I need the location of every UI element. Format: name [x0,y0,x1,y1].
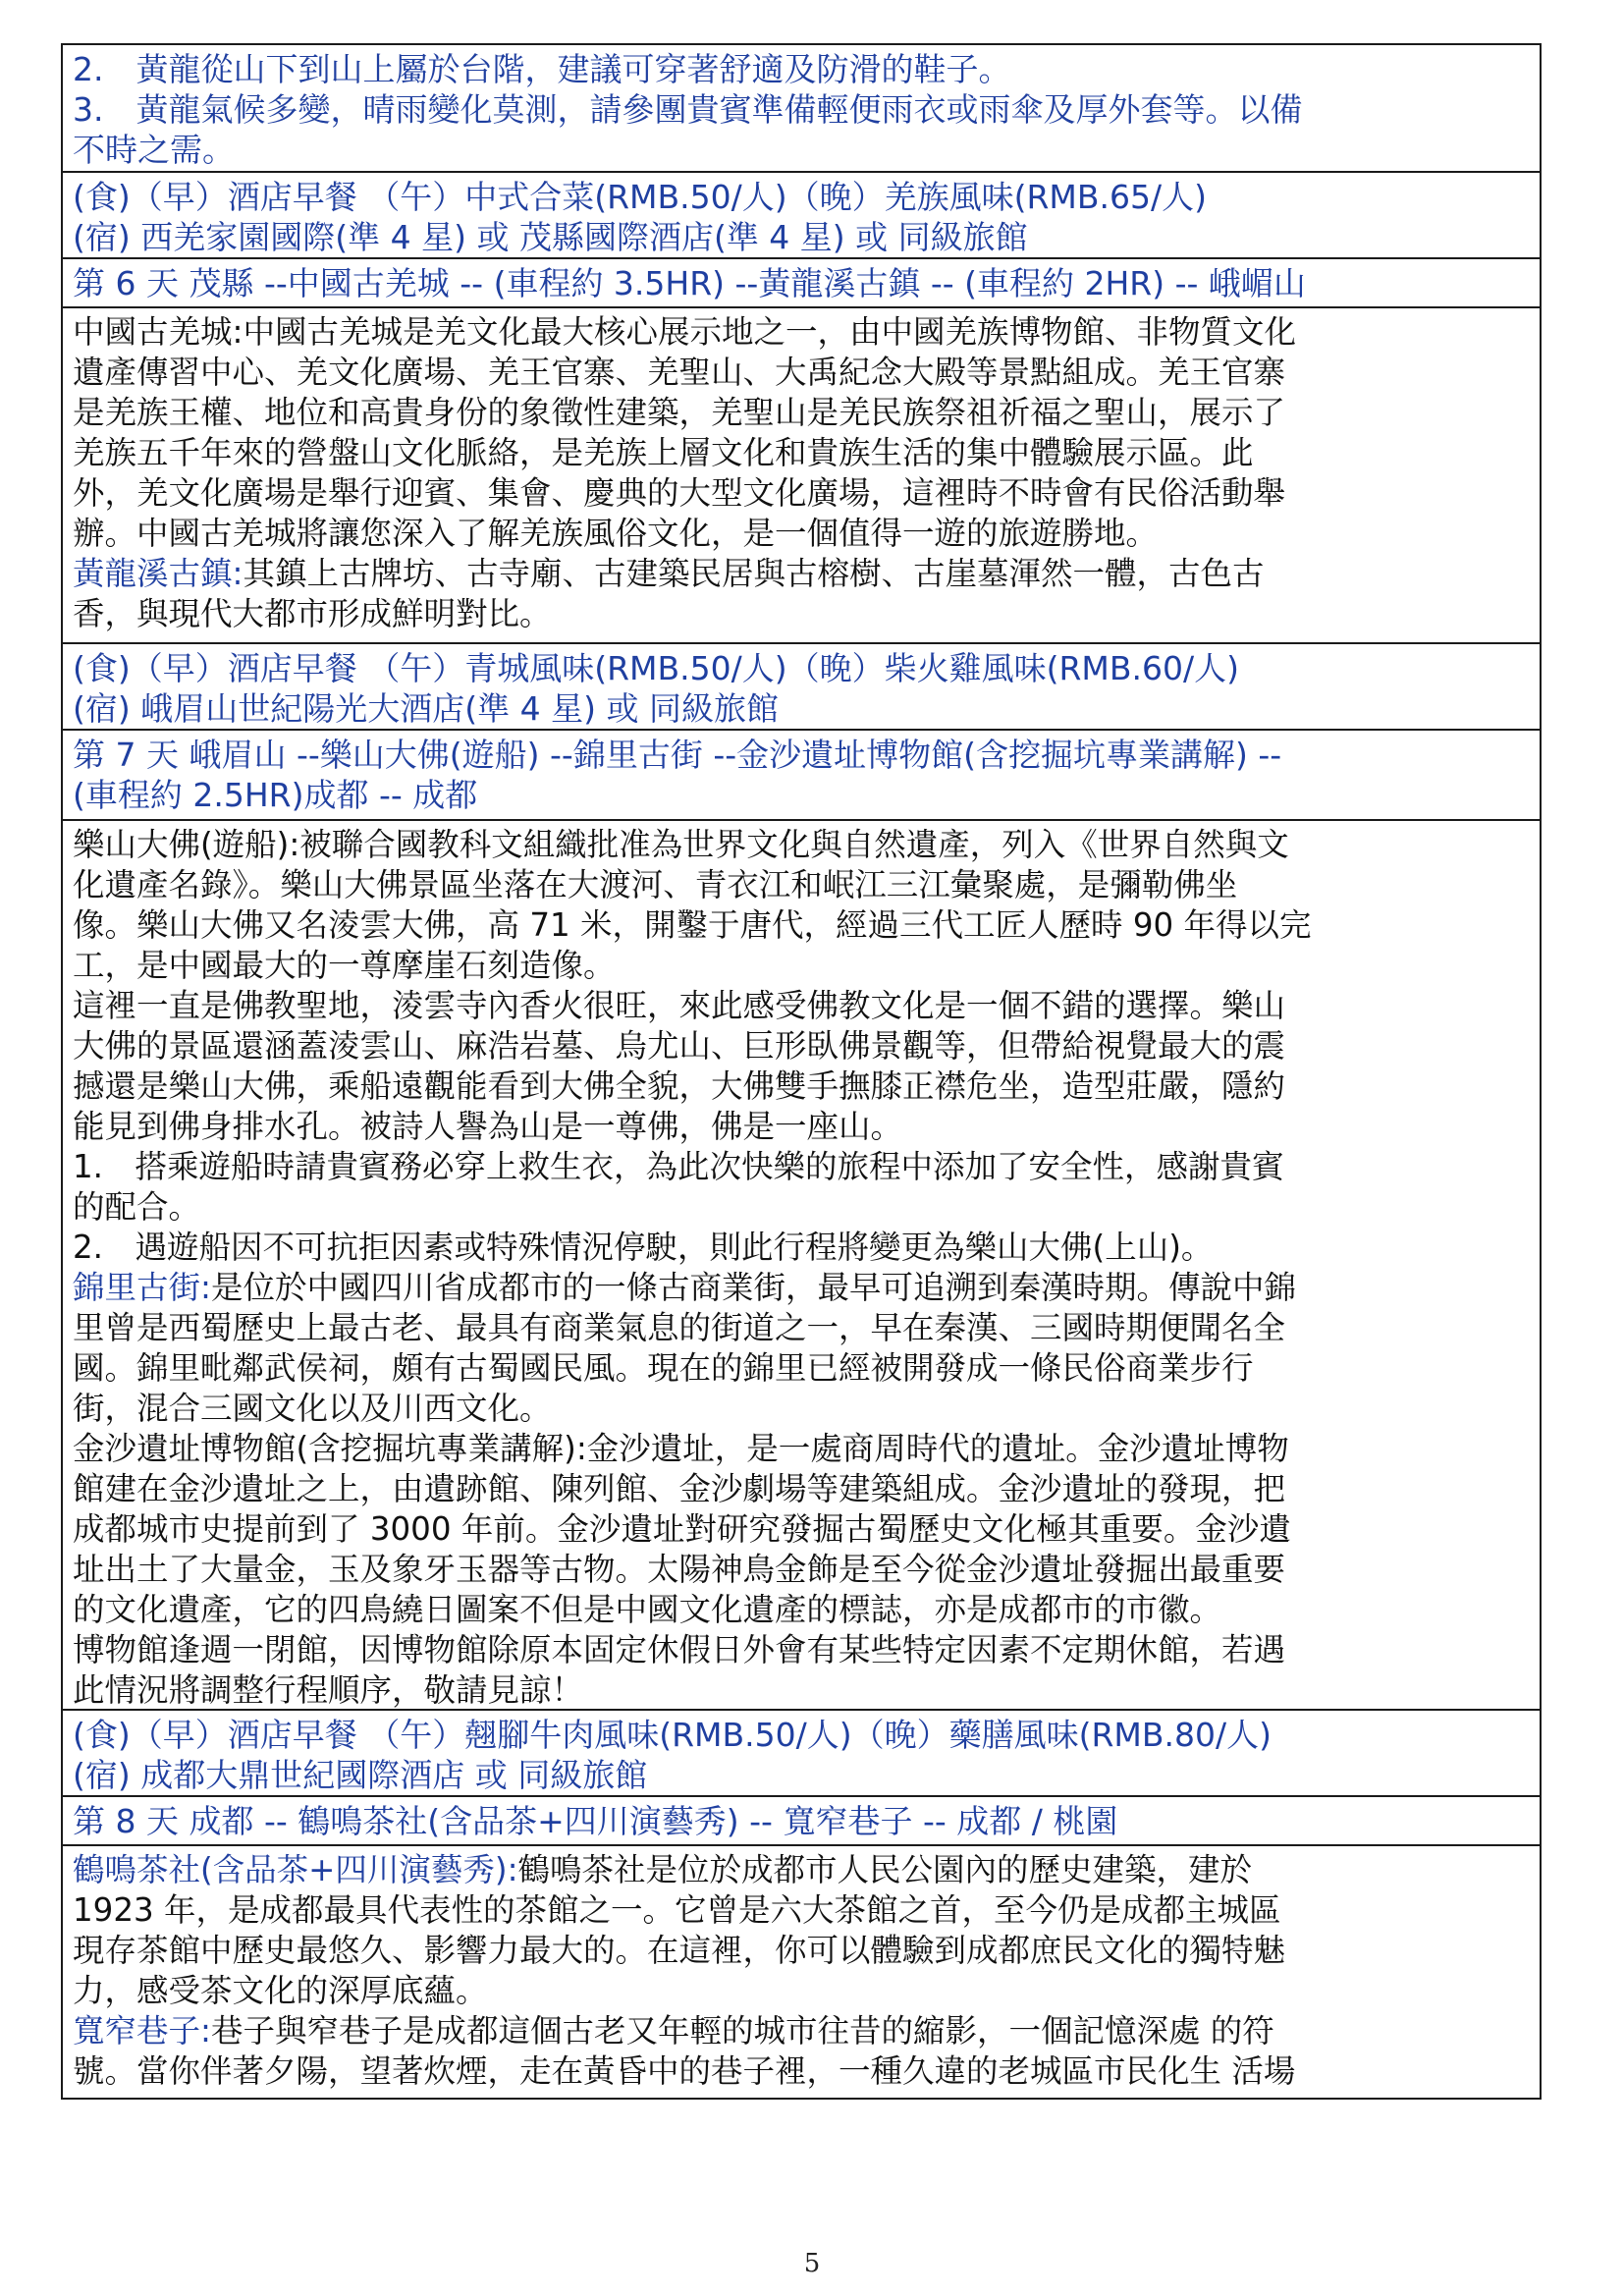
body-line [73,1147,1530,1187]
meals-line: (食)（早）酒店早餐 （午）翹腳牛肉風味(RMB.50/人)（晚）藥膳風味(RMB.80/人) [73,1716,1272,1754]
body-line [73,1348,1530,1389]
attraction-name: 鶴鳴茶社(含品茶+四川演藝秀): [73,1851,518,1888]
body-line [73,1890,1530,1931]
body-text: 遺產傳習中心、羌文化廣場、羌王官寨、羌聖山、大禹紀念大殿等景點組成。羌王官寨 [73,354,1286,391]
body-line [73,353,1530,393]
body-line [73,1308,1530,1348]
itinerary-table [61,43,1542,2100]
body-text: 撼還是樂山大佛，乘船遠觀能看到大佛全貌，大佛雙手撫膝正襟危坐，造型莊嚴，隱約 [73,1067,1286,1105]
body-text: 博物館逢週一閉館，因博物館除原本固定休假日外會有某些特定因素不定期休館，若遇 [73,1631,1286,1668]
body-line [73,2011,1530,2051]
body-text: 大佛的景區還涵蓋淩雲山、麻浩岩墓、烏尤山、巨形臥佛景觀等，但帶給視覺最大的震 [73,1027,1286,1065]
body-line [73,1850,1530,1890]
lodging-line: (宿) 峨眉山世紀陽光大酒店(準 4 星) 或 同級旅館 [73,689,779,728]
body-text: 現存茶館中歷史最悠久、影響力最大的。在這裡，你可以體驗到成都庶民文化的獨特魅 [73,1932,1286,1969]
body-line [73,1469,1530,1509]
body-text: 1923 年，是成都最具代表性的茶館之一。它曾是六大茶館之首，至今仍是成都主城區 [73,1891,1281,1929]
body-text: 像。樂山大佛又名淩雲大佛，高 71 米，開鑿于唐代，經過三代工匠人歷時 90 年得以完 [73,906,1312,944]
body-line [73,473,1530,514]
body-line [73,1389,1530,1429]
body-text: 的配合。 [73,1188,201,1226]
body-text: 的文化遺產，它的四鳥繞日圖案不但是中國文化遺產的標誌，亦是成都市的市徽。 [73,1591,1222,1628]
body-text: 鶴鳴茶社是位於成都市人民公園內的歷史建築，建於 [517,1851,1253,1888]
body-text: 化遺產名錄》。樂山大佛景區坐落在大渡河、青衣江和岷江三江彙聚處，是彌勒佛坐 [73,866,1238,903]
body-line [73,594,1530,634]
body-text: 外，羌文化廣場是舉行迎賓、集會、慶典的大型文化廣場，這裡時不時會有民俗活動舉 [73,474,1286,512]
body-line [73,1066,1530,1107]
body-text: 國。錦里毗鄰武侯祠，頗有古蜀國民風。現在的錦里已經被開發成一條民俗商業步行 [73,1349,1254,1387]
day-title: 第 6 天 茂縣 --中國古羌城 -- (車程約 3.5HR) --黃龍溪古鎮 -- (車程約 2HR) -- 峨嵋山 [73,264,1306,302]
body-text: 金沙遺址博物館(含挖掘坑專業講解):金沙遺址，是一處商周時代的遺址。金沙遺址博物 [73,1430,1289,1467]
attraction-name: 錦里古街: [73,1269,211,1306]
body-line [73,2051,1530,2092]
body-line [73,1228,1530,1268]
body-text: 1. 搭乘遊船時請貴賓務必穿上救生衣，為此次快樂的旅程中添加了安全性，感謝貴賓 [73,1148,1284,1185]
body-line [73,1550,1530,1590]
body-line [73,312,1530,353]
day-title: 第 8 天 成都 -- 鶴鳴茶社(含品茶+四川演藝秀) -- 寬窄巷子 -- 成都 / 桃園 [73,1802,1118,1840]
attraction-name: 寬窄巷子: [73,2012,211,2050]
body-text: 是位於中國四川省成都市的一條古商業街，最早可追溯到秦漢時期。傳說中錦 [210,1269,1296,1306]
body-text: 工，是中國最大的一尊摩崖石刻造像。 [73,947,616,984]
body-text: 址出土了大量金，玉及象牙玉器等古物。太陽神鳥金飾是至今從金沙遺址發掘出最重要 [73,1551,1286,1588]
body-line [73,946,1530,986]
lodging-line: (宿) 成都大鼎世紀國際酒店 或 同級旅館 [73,1756,648,1794]
body-line [73,393,1530,433]
lodging-line: (宿) 西羌家園國際(準 4 星) 或 茂縣國際酒店(準 4 星) 或 同級旅館 [73,218,1028,256]
body-line [73,825,1530,865]
page-number: 5 [803,2249,821,2278]
note-line: 不時之需。 [73,131,235,169]
body-text: 香，與現代大都市形成鮮明對比。 [73,595,552,632]
body-text: 這裡一直是佛教聖地，淩雲寺內香火很旺，來此感受佛教文化是一個不錯的選擇。樂山 [73,987,1286,1024]
body-text: 成都城市史提前到了 3000 年前。金沙遺址對研究發掘古蜀歷史文化極其重要。金沙遺 [73,1510,1291,1548]
body-line [73,1670,1530,1709]
body-text: 巷子與窄巷子是成都這個古老又年輕的城市往昔的縮影，一個記憶深處 的符 [210,2012,1274,2050]
note-line: 3. 黃龍氣候多變，晴雨變化莫測，請參團貴賓準備輕便雨衣或雨傘及厚外套等。以備 [73,90,1303,129]
body-line [73,1590,1530,1630]
meals-row-day6 [63,642,1540,729]
body-line [73,433,1530,473]
body-line [73,1187,1530,1228]
day-title: 第 7 天 峨眉山 --樂山大佛(遊船) --錦里古街 --金沙遺址博物館(含挖掘坑專業講解) -- [73,736,1282,774]
body-line [73,986,1530,1026]
meals-row-day7 [63,1709,1540,1795]
body-line [73,1026,1530,1066]
day8-body [63,1844,1540,2098]
body-text: 館建在金沙遺址之上，由遺跡館、陳列館、金沙劇場等建築組成。金沙遺址的發現，把 [73,1470,1286,1507]
body-text: 辦。中國古羌城將讓您深入了解羌族風俗文化，是一個值得一遊的旅遊勝地。 [73,515,1159,552]
body-line [73,1268,1530,1308]
meals-line: (食)（早）酒店早餐 （午）中式合菜(RMB.50/人)（晚）羌族風味(RMB.65/人) [73,178,1208,216]
meals-row-day5 [63,171,1540,257]
note-line: 2. 黃龍從山下到山上屬於台階，建議可穿著舒適及防滑的鞋子。 [73,50,1011,88]
body-line [73,905,1530,946]
body-line [73,865,1530,905]
body-line [73,1931,1530,1971]
body-text: 力，感受茶文化的深厚底蘊。 [73,1972,488,2009]
day-title: (車程約 2.5HR)成都 -- 成都 [73,776,478,814]
body-line [73,554,1530,594]
day8-header [63,1795,1540,1844]
body-text: 樂山大佛(遊船):被聯合國教科文組織批准為世界文化與自然遺產，列入《世界自然與文 [73,826,1289,863]
body-text: 號。當你伴著夕陽，望著炊煙，走在黃昏中的巷子裡，一種久違的老城區市民化生 活場 [73,2052,1296,2090]
body-line [73,514,1530,554]
body-line [73,1429,1530,1469]
notes-row [63,45,1540,171]
attraction-name: 黃龍溪古鎮: [73,555,244,592]
body-line [73,1107,1530,1147]
body-line [73,1509,1530,1550]
body-text: 其鎮上古牌坊、古寺廟、古建築民居與古榕樹、古崖墓渾然一體，古色古 [243,555,1265,592]
meals-line: (食)（早）酒店早餐 （午）青城風味(RMB.50/人)（晚）柴火雞風味(RMB.60/人) [73,649,1240,687]
day7-header [63,729,1540,819]
day6-body [63,306,1540,642]
day7-body [63,819,1540,1709]
body-text: 是羌族王權、地位和高貴身份的象徵性建築，羌聖山是羌民族祭祖祈福之聖山，展示了 [73,394,1286,431]
body-text: 能見到佛身排水孔。被詩人譽為山是一尊佛，佛是一座山。 [73,1108,903,1145]
body-text: 羌族五千年來的營盤山文化脈絡，是羌族上層文化和貴族生活的集中體驗展示區。此 [73,434,1254,471]
body-text: 里曾是西蜀歷史上最古老、最具有商業氣息的街道之一，早在秦漢、三國時期便聞名全 [73,1309,1286,1346]
body-line [73,1971,1530,2011]
body-text: 街，混合三國文化以及川西文化。 [73,1390,552,1427]
day6-header [63,257,1540,306]
body-text: 2. 遇遊船因不可抗拒因素或特殊情況停駛，則此行程將變更為樂山大佛(上山)。 [73,1229,1214,1266]
body-text: 中國古羌城:中國古羌城是羌文化最大核心展示地之一，由中國羌族博物館、非物質文化 [73,313,1296,351]
body-line [73,1630,1530,1670]
body-text: 此情況將調整行程順序，敬請見諒！ [73,1671,584,1709]
